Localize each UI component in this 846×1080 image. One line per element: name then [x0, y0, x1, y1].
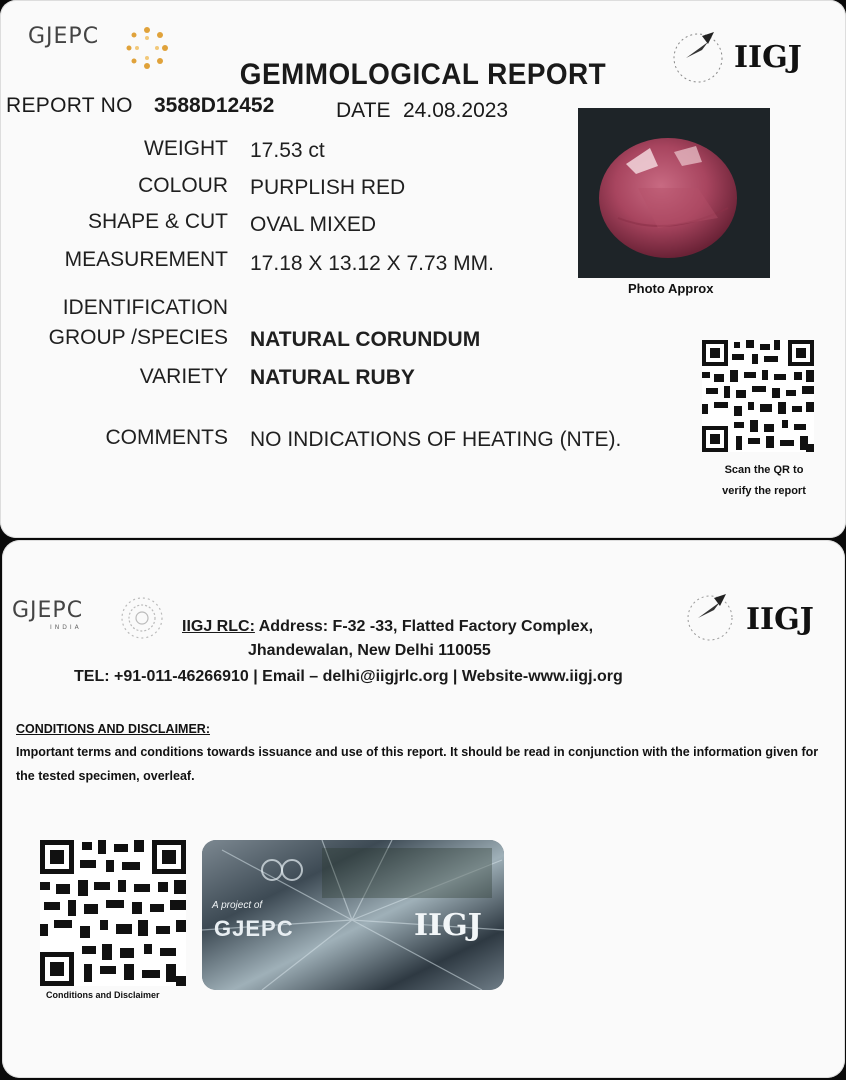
date-value: 24.08.2023	[403, 99, 509, 122]
security-hologram	[202, 840, 504, 990]
report-back-card	[2, 540, 845, 1078]
weight-label: WEIGHT	[144, 137, 228, 160]
conditions-qr-code[interactable]	[40, 840, 186, 986]
verify-qr-code[interactable]	[702, 340, 814, 452]
lab-contact-line: TEL: +91-011-46266910 | Email – delhi@iigjrlc.org | Website-www.iigj.org	[74, 668, 623, 685]
scan-line-2: verify the report	[722, 485, 806, 497]
scan-line-1: Scan the QR to	[724, 464, 804, 476]
gjepc-logo	[28, 24, 99, 49]
date-label: DATE	[336, 99, 391, 122]
shape-cut-value: OVAL MIXED	[250, 213, 377, 236]
report-title: GEMMOLOGICAL REPORT	[239, 58, 607, 91]
photo-caption: Photo Approx	[628, 281, 714, 296]
lab-address-line-1	[182, 618, 593, 636]
address-line-1-text: Address: F-32 -33, Flatted Factory Complex,	[254, 618, 594, 635]
group-species-value: NATURAL CORUNDUM	[250, 328, 481, 351]
gjepc-logo-sub-text: INDIA	[50, 624, 82, 631]
gjepc-logo-back-text: GJEPC	[12, 598, 84, 623]
iigj-logo-back-text: IIGJ	[746, 602, 814, 637]
conditions-title: CONDITIONS AND DISCLAIMER:	[16, 722, 210, 736]
lab-address-line-2: Jhandewalan, New Delhi 110055	[248, 642, 491, 659]
iigj-logo-text: IIGJ	[734, 40, 802, 75]
comments-label: COMMENTS	[105, 426, 228, 449]
group-species-label: GROUP /SPECIES	[48, 326, 228, 349]
report-no-value: 3588D12452	[154, 94, 275, 117]
report-no-label: REPORT NO	[6, 94, 133, 117]
hologram-text-gjepc: GJEPC	[214, 916, 294, 941]
colour-value: PURPLISH RED	[250, 176, 406, 199]
gjepc-logo-back	[12, 598, 84, 631]
report-front-card	[0, 0, 846, 538]
qr-caption: Conditions and Disclaimer	[46, 990, 160, 1000]
shape-cut-label: SHAPE & CUT	[87, 210, 228, 233]
measurement-label: MEASUREMENT	[64, 248, 228, 271]
iigj-compass-back-icon	[682, 590, 738, 646]
gjepc-logo-text: GJEPC	[28, 24, 100, 49]
gemstone-photo	[578, 108, 770, 278]
comments-value: NO INDICATIONS OF HEATING (NTE).	[250, 428, 622, 451]
conditions-text: Important terms and conditions towards issuance and use of this report. It should be read in conjunction with the information given for the tested specimen, overleaf.	[16, 745, 819, 783]
variety-value: NATURAL RUBY	[250, 366, 415, 389]
lab-name: IIGJ RLC:	[182, 618, 255, 635]
hologram-text-iigj: IIGJ	[414, 908, 482, 943]
hologram-text-project: A project of	[212, 900, 263, 911]
colour-label: COLOUR	[138, 174, 228, 197]
gjepc-sunburst-back-icon	[116, 592, 168, 644]
scan-qr-instructions	[712, 460, 816, 502]
variety-label: VARIETY	[139, 365, 228, 388]
iigj-logo-back	[682, 590, 832, 650]
weight-value: 17.53 ct	[250, 139, 325, 162]
measurement-value: 17.18 X 13.12 X 7.73 MM.	[250, 252, 494, 275]
identification-label: IDENTIFICATION	[62, 296, 228, 319]
ruby-gem-image	[578, 108, 770, 278]
